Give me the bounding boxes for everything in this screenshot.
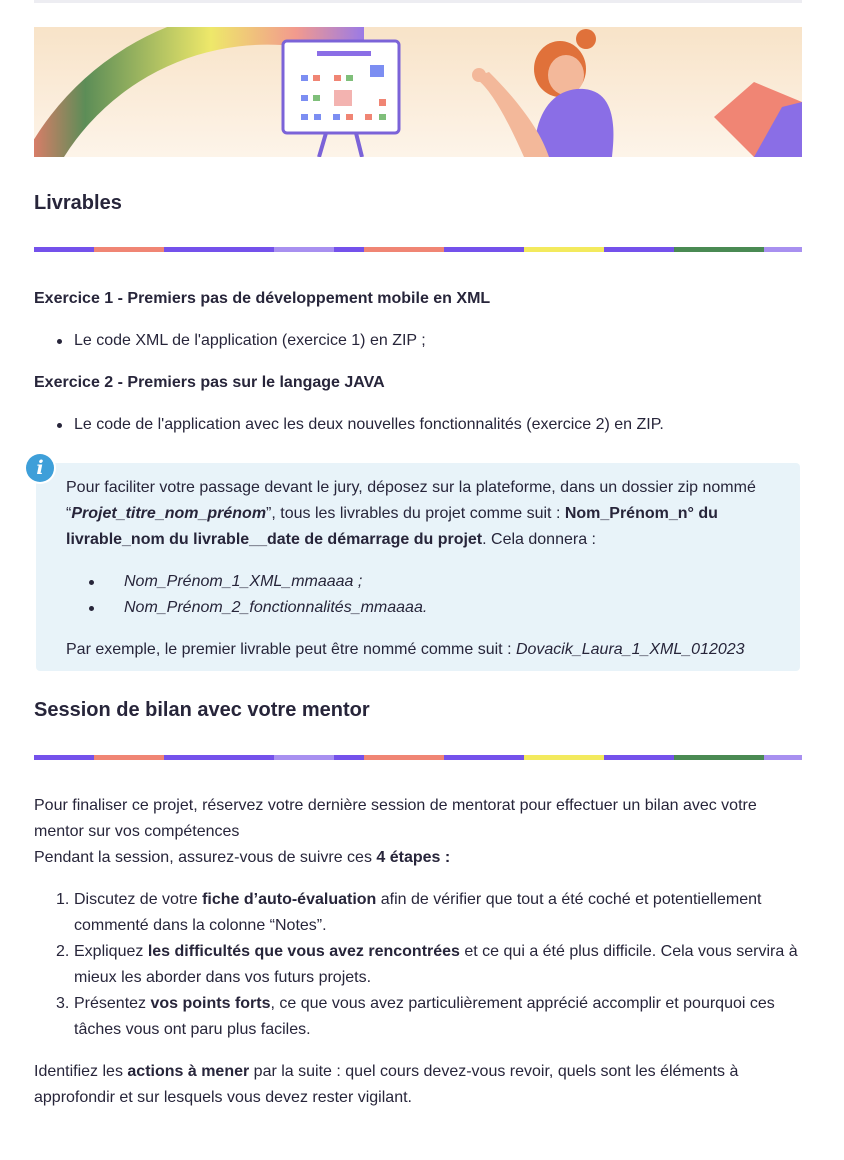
list-item: 3. Présentez vos points forts, ce que vous avez particulièrement apprécié accomplir et pourquoi ces tâches vous ont paru plus faciles.	[56, 995, 775, 1038]
info-paragraph: Pour faciliter votre passage devant le jury, déposez sur la plateforme, dans un dossier zip nommé “Projet_titre_nom_prénom”, tous les livrables du projet comme suit : Nom_Prénom_n° du livrable_nom du livrable__date de démarrage du projet. Cela donnera :	[66, 479, 756, 548]
steps-list	[34, 887, 809, 1043]
list-item: Le code de l'application avec les deux nouvelles fonctionnalités (exercice 2) en ZIP.	[34, 412, 804, 438]
section-title-livrables: Livrables	[34, 192, 122, 214]
section-title-session: Session de bilan avec votre mentor	[34, 699, 370, 721]
session-outro: Identifiez les actions à mener par la suite : quel cours devez-vous revoir, quels sont les éléments à approfondir et sur lesquels vous devez rester vigilant.	[34, 1063, 739, 1106]
session-intro: Pour finaliser ce projet, réservez votre dernière session de mentorat pour effectuer un bilan avec votre mentor sur vos compétences Pendant la session, assurez-vous de suivre ces 4 étapes :	[34, 797, 757, 866]
exercise-1-list	[34, 328, 804, 354]
list-item: Nom_Prénom_2_fonctionnalités_mmaaaa.	[66, 595, 770, 621]
top-divider	[34, 0, 802, 3]
info-list	[66, 569, 770, 621]
list-item: 1. Discutez de votre fiche d’auto-évaluation afin de vérifier que tout a été coché et potentiellement commenté dans la colonne “Notes”.	[56, 891, 762, 934]
info-icon: i	[26, 454, 54, 482]
exercise-2-title: Exercice 2 - Premiers pas sur le langage JAVA	[34, 374, 385, 391]
rainbow-divider	[34, 247, 802, 252]
banner-illustration	[34, 27, 802, 157]
info-example: Par exemple, le premier livrable peut être nommé comme suit : Dovacik_Laura_1_XML_012023	[66, 641, 745, 658]
list-item: Nom_Prénom_1_XML_mmaaaa ;	[66, 569, 770, 595]
exercise-1-title: Exercice 1 - Premiers pas de développement mobile en XML	[34, 290, 491, 307]
rainbow-divider	[34, 755, 802, 760]
info-callout	[36, 463, 800, 671]
exercise-2-list	[34, 412, 804, 438]
list-item: Le code XML de l'application (exercice 1) en ZIP ;	[34, 328, 804, 354]
list-item: 2. Expliquez les difficultés que vous avez rencontrées et ce qui a été plus difficile. Cela vous servira à mieux les aborder dans vos futurs projets.	[56, 943, 798, 986]
